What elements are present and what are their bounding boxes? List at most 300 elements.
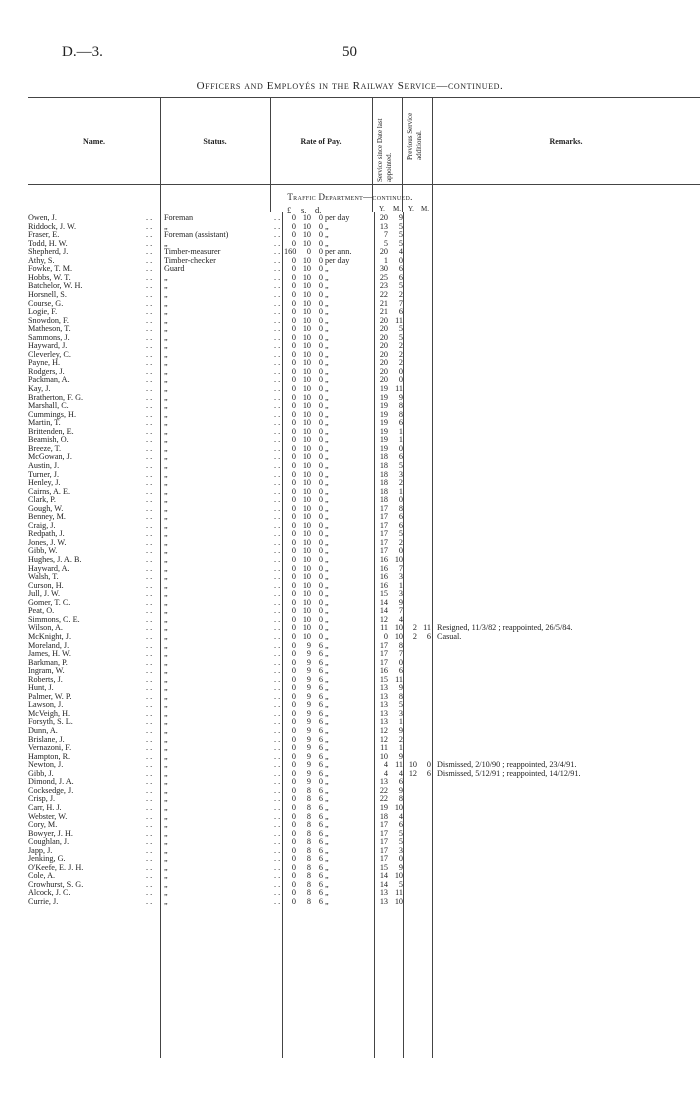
table-row (0, 402, 700, 411)
pay-pence: 0 (318, 255, 323, 265)
leader-dots: . . (274, 854, 281, 864)
pay-shillings: 8 (306, 897, 311, 906)
table-row (0, 761, 700, 770)
pay-shillings: 10 (302, 324, 311, 334)
column-header-status: Status. (203, 137, 227, 146)
table-row (0, 308, 700, 317)
service-years: 22 (379, 289, 388, 299)
leader-dots: . . (146, 811, 153, 821)
pay-pence: 0 (318, 777, 323, 787)
employee-name: Fowke, T. M. (28, 264, 73, 274)
leader-dots: . . (146, 435, 153, 445)
employee-status: „ (164, 631, 168, 641)
employee-status: Foreman (assistant) (164, 230, 229, 240)
pay-pounds: 0 (291, 307, 296, 317)
pay-period: „ (325, 802, 329, 812)
remarks: Dismissed, 2/10/90 ; reappointed, 23/4/91. (437, 760, 577, 770)
pay-period: „ (325, 862, 329, 872)
leader-dots: . . (146, 520, 153, 530)
leader-dots: . . (146, 366, 153, 376)
leader-dots: . . (146, 631, 153, 641)
pay-pence: 6 (318, 683, 323, 693)
pay-pence: 0 (318, 478, 323, 488)
employee-name: Riddock, J. W. (28, 221, 76, 231)
leader-dots: . . (146, 529, 153, 539)
service-years: 18 (379, 495, 388, 505)
pay-pence: 0 (318, 563, 323, 573)
pay-pounds: 0 (291, 768, 296, 778)
service-years: 15 (379, 862, 388, 872)
pay-period: „ (325, 341, 329, 351)
pay-pounds: 0 (291, 315, 296, 325)
pay-pounds: 0 (291, 631, 296, 641)
employee-status: „ (164, 871, 168, 881)
service-months: 7 (398, 563, 403, 573)
pay-shillings: 10 (302, 213, 311, 222)
pay-pounds: 0 (291, 341, 296, 351)
pay-pence: 6 (318, 649, 323, 659)
pay-shillings: 8 (306, 820, 311, 830)
service-months: 0 (398, 366, 403, 376)
pay-pounds: 0 (291, 726, 296, 735)
table-row (0, 667, 700, 676)
leader-dots: . . (146, 555, 153, 564)
leader-dots: . . (146, 597, 153, 607)
pay-period: „ (325, 683, 329, 693)
pay-shillings: 9 (306, 708, 311, 718)
service-months: 4 (398, 614, 403, 624)
leader-dots: . . (274, 495, 281, 505)
service-years: 17 (379, 640, 388, 650)
pay-pounds: 0 (291, 700, 296, 710)
pay-period: „ (325, 666, 329, 676)
table-row (0, 821, 700, 830)
unit-pence: d. (315, 205, 322, 215)
pay-period: „ (325, 811, 329, 821)
leader-dots: . . (146, 349, 153, 359)
leader-dots: . . (274, 341, 281, 351)
service-months: 3 (398, 845, 403, 855)
pay-shillings: 10 (302, 614, 311, 624)
employee-name: Beamish, O. (28, 435, 69, 445)
leader-dots: . . (274, 546, 281, 556)
table-row (0, 684, 700, 693)
leader-dots: . . (274, 717, 281, 727)
employee-name: Simmons, C. E. (28, 614, 80, 624)
pay-period: „ (325, 469, 329, 479)
pay-pounds: 0 (291, 281, 296, 291)
service-years: 20 (379, 375, 388, 385)
table-row (0, 590, 700, 599)
pay-pence: 0 (318, 315, 323, 325)
employee-status: „ (164, 683, 168, 693)
pay-period: „ (325, 734, 329, 744)
service-years: 19 (379, 384, 388, 393)
pay-pence: 0 (318, 281, 323, 291)
employee-name: Payne, H. (28, 358, 61, 368)
column-header-previous-service: Previous Service additional. (406, 112, 423, 160)
table-row (0, 813, 700, 822)
leader-dots: . . (274, 802, 281, 812)
service-months: 3 (398, 469, 403, 479)
pay-shillings: 10 (302, 281, 311, 291)
employee-status: „ (164, 529, 168, 539)
pay-shillings: 10 (302, 555, 311, 564)
pay-shillings: 9 (306, 751, 311, 761)
unit-years: Y. (379, 205, 385, 213)
service-months: 11 (395, 384, 403, 393)
pay-pence: 6 (318, 734, 323, 744)
pay-pounds: 0 (291, 469, 296, 479)
pay-shillings: 9 (306, 691, 311, 701)
pay-pounds: 0 (291, 452, 296, 462)
table-row (0, 471, 700, 480)
leader-dots: . . (146, 298, 153, 308)
employee-name: Newton, J. (28, 760, 64, 770)
leader-dots: . . (274, 862, 281, 872)
pay-pounds: 0 (291, 264, 296, 274)
employee-status: „ (164, 221, 168, 231)
leader-dots: . . (274, 751, 281, 761)
pay-period: „ (325, 503, 329, 513)
employee-name: Horsnell, S. (28, 289, 67, 299)
column-header-rate: Rate of Pay. (300, 137, 342, 146)
leader-dots: . . (274, 418, 281, 428)
pay-pounds: 0 (291, 794, 296, 804)
leader-dots: . . (274, 281, 281, 291)
employee-name: Martin, T. (28, 418, 61, 428)
employee-status: „ (164, 717, 168, 727)
pay-pence: 6 (318, 828, 323, 838)
table-row (0, 898, 700, 907)
pay-pounds: 0 (291, 666, 296, 676)
pay-pounds: 0 (291, 332, 296, 342)
table-row (0, 282, 700, 291)
pay-period: „ (325, 845, 329, 855)
pay-pounds: 0 (291, 486, 296, 496)
service-months: 9 (398, 785, 403, 795)
service-months: 6 (398, 777, 403, 787)
leader-dots: . . (274, 247, 281, 257)
employee-name: McGowan, J. (28, 452, 72, 462)
pay-period: „ (325, 837, 329, 847)
pay-period: „ (325, 879, 329, 889)
pay-pence: 0 (318, 580, 323, 590)
service-years: 18 (379, 452, 388, 462)
employee-name: Gomer, T. C. (28, 597, 71, 607)
pay-pounds: 0 (291, 460, 296, 470)
service-months: 0 (398, 854, 403, 864)
employee-status: „ (164, 375, 168, 385)
employee-status: „ (164, 478, 168, 488)
service-years: 20 (379, 213, 388, 222)
leader-dots: . . (274, 785, 281, 795)
table-row (0, 419, 700, 428)
pay-period: „ (325, 537, 329, 547)
pay-shillings: 10 (302, 452, 311, 462)
employee-name: Turner, J. (28, 469, 59, 479)
employee-status: „ (164, 281, 168, 291)
pay-pence: 0 (318, 520, 323, 530)
table-row (0, 881, 700, 890)
pay-period: „ (325, 597, 329, 607)
pay-pounds: 0 (291, 879, 296, 889)
pay-pounds: 0 (291, 888, 296, 898)
service-months: 2 (398, 289, 403, 299)
employee-status: „ (164, 409, 168, 419)
service-months: 6 (398, 520, 403, 530)
service-years: 20 (379, 349, 388, 359)
table-row (0, 710, 700, 719)
employee-status: „ (164, 657, 168, 667)
service-years: 19 (379, 802, 388, 812)
pay-shillings: 10 (302, 401, 311, 411)
pay-pence: 0 (318, 537, 323, 547)
employee-name: Barkman, P. (28, 657, 68, 667)
table-row (0, 513, 700, 522)
employee-name: Hampton, R. (28, 751, 71, 761)
service-years: 20 (379, 341, 388, 351)
pay-shillings: 10 (302, 272, 311, 282)
table-row (0, 547, 700, 556)
leader-dots: . . (146, 802, 153, 812)
pay-pounds: 0 (291, 734, 296, 744)
service-years: 13 (379, 221, 388, 231)
employee-status: „ (164, 897, 168, 906)
service-months: 5 (398, 324, 403, 334)
pay-pence: 0 (318, 486, 323, 496)
pay-pence: 0 (318, 623, 323, 633)
document-code: D.—3. (62, 44, 103, 60)
pay-pounds: 0 (291, 717, 296, 727)
pay-pence: 6 (318, 785, 323, 795)
employee-status: „ (164, 546, 168, 556)
leader-dots: . . (146, 871, 153, 881)
header-top-rule (28, 97, 700, 98)
pay-period: „ (325, 221, 329, 231)
pay-pence: 0 (318, 349, 323, 359)
service-months: 6 (398, 666, 403, 676)
leader-dots: . . (146, 888, 153, 898)
table-row (0, 693, 700, 702)
leader-dots: . . (146, 512, 153, 522)
pay-period: „ (325, 315, 329, 325)
pay-pounds: 0 (291, 495, 296, 505)
pay-period: „ (325, 435, 329, 445)
employee-status: „ (164, 520, 168, 530)
leader-dots: . . (146, 426, 153, 436)
pay-shillings: 8 (306, 879, 311, 889)
leader-dots: . . (146, 546, 153, 556)
pay-period: „ (325, 674, 329, 684)
employee-name: Walsh, T. (28, 572, 59, 582)
employee-status: „ (164, 503, 168, 513)
leader-dots: . . (274, 426, 281, 436)
leader-dots: . . (146, 341, 153, 351)
leader-dots: . . (146, 332, 153, 342)
pay-period: „ (325, 726, 329, 735)
leader-dots: . . (146, 238, 153, 248)
pay-pounds: 0 (291, 418, 296, 428)
service-months: 6 (398, 272, 403, 282)
service-years: 11 (380, 743, 388, 753)
leader-dots: . . (274, 555, 281, 564)
pay-period: „ (325, 324, 329, 334)
service-months: 6 (398, 820, 403, 830)
pay-shillings: 9 (306, 768, 311, 778)
leader-dots: . . (146, 495, 153, 505)
service-years: 14 (379, 871, 388, 881)
service-years: 12 (379, 734, 388, 744)
remarks: Dismissed, 5/12/91 ; reappointed, 14/12/91. (437, 768, 581, 778)
service-years: 10 (379, 751, 388, 761)
pay-pence: 0 (318, 512, 323, 522)
table-row (0, 462, 700, 471)
pay-pounds: 0 (291, 760, 296, 770)
pay-pounds: 0 (291, 802, 296, 812)
pay-pounds: 0 (291, 683, 296, 693)
pay-period: „ (325, 298, 329, 308)
leader-dots: . . (274, 657, 281, 667)
pay-period: „ (325, 307, 329, 317)
pay-shillings: 10 (302, 529, 311, 539)
service-months: 2 (398, 349, 403, 359)
pay-pence: 6 (318, 726, 323, 735)
leader-dots: . . (146, 708, 153, 718)
previous-years: 12 (408, 768, 417, 778)
pay-pounds: 0 (291, 649, 296, 659)
employee-name: Gibb, W. (28, 546, 58, 556)
service-months: 6 (398, 512, 403, 522)
service-years: 20 (379, 358, 388, 368)
service-years: 19 (379, 435, 388, 445)
pay-shillings: 10 (302, 418, 311, 428)
service-months: 9 (398, 726, 403, 735)
pay-shillings: 10 (302, 332, 311, 342)
employee-name: Redpath, J. (28, 529, 65, 539)
service-months: 5 (398, 529, 403, 539)
leader-dots: . . (146, 264, 153, 274)
pay-pounds: 0 (291, 871, 296, 881)
service-years: 4 (383, 768, 388, 778)
pay-pence: 6 (318, 674, 323, 684)
employee-name: Kay, J. (28, 384, 51, 393)
pay-shillings: 10 (302, 495, 311, 505)
service-months: 4 (398, 768, 403, 778)
pay-pence: 6 (318, 708, 323, 718)
pay-pounds: 0 (291, 623, 296, 633)
leader-dots: . . (274, 503, 281, 513)
pay-period: „ (325, 820, 329, 830)
pay-period: „ (325, 409, 329, 419)
pay-pence: 0 (318, 597, 323, 607)
service-months: 6 (398, 264, 403, 274)
service-months: 8 (398, 640, 403, 650)
employee-name: Curson, H. (28, 580, 64, 590)
column-header-service-since: Service since Date last appointed. (376, 118, 393, 182)
service-years: 18 (379, 478, 388, 488)
leader-dots: . . (146, 272, 153, 282)
employee-name: Hobbs, W. T. (28, 272, 71, 282)
table-row (0, 795, 700, 804)
pay-pence: 0 (318, 409, 323, 419)
pay-pence: 6 (318, 897, 323, 906)
pay-pence: 6 (318, 845, 323, 855)
pay-period: „ (325, 828, 329, 838)
table-row (0, 633, 700, 642)
pay-period: „ (325, 366, 329, 376)
pay-pence: 0 (318, 341, 323, 351)
leader-dots: . . (146, 623, 153, 633)
employee-name: Currie, J. (28, 897, 59, 906)
pay-pence: 6 (318, 794, 323, 804)
pay-pounds: 0 (291, 272, 296, 282)
pay-shillings: 10 (302, 606, 311, 616)
leader-dots: . . (274, 589, 281, 599)
table-row (0, 872, 700, 881)
pay-pounds: 0 (291, 691, 296, 701)
pay-pounds: 0 (291, 503, 296, 513)
service-months: 10 (394, 555, 403, 564)
leader-dots: . . (146, 213, 153, 222)
pay-shillings: 10 (302, 349, 311, 359)
service-years: 1 (383, 255, 388, 265)
table-row (0, 248, 700, 257)
table-row (0, 778, 700, 787)
service-months: 5 (398, 700, 403, 710)
pay-shillings: 10 (302, 478, 311, 488)
leader-dots: . . (146, 281, 153, 291)
service-years: 21 (379, 298, 388, 308)
pay-period: „ (325, 272, 329, 282)
leader-dots: . . (274, 486, 281, 496)
pay-pounds: 0 (291, 213, 296, 222)
pay-pounds: 0 (291, 401, 296, 411)
table-row (0, 659, 700, 668)
column-header-name: Name. (83, 137, 105, 146)
pay-period: „ (325, 751, 329, 761)
service-months: 11 (395, 674, 403, 684)
leader-dots: . . (146, 572, 153, 582)
pay-shillings: 10 (302, 315, 311, 325)
pay-shillings: 8 (306, 837, 311, 847)
pay-pounds: 0 (291, 435, 296, 445)
service-months: 10 (394, 631, 403, 641)
employee-status: „ (164, 845, 168, 855)
leader-dots: . . (274, 879, 281, 889)
employee-name: Course, G. (28, 298, 64, 308)
employee-status: „ (164, 272, 168, 282)
pay-pence: 0 (318, 213, 323, 222)
pay-pence: 0 (318, 452, 323, 462)
table-row (0, 650, 700, 659)
pay-shillings: 10 (302, 426, 311, 436)
table-row (0, 744, 700, 753)
pay-shillings: 9 (306, 640, 311, 650)
service-years: 17 (379, 512, 388, 522)
employee-name: Carr, H. J. (28, 802, 62, 812)
pay-shillings: 10 (302, 435, 311, 445)
pay-shillings: 10 (302, 264, 311, 274)
employee-name: Owen, J. (28, 213, 57, 222)
leader-dots: . . (146, 315, 153, 325)
employee-status: „ (164, 418, 168, 428)
service-years: 0 (383, 631, 388, 641)
pay-pounds: 0 (291, 512, 296, 522)
employee-status: „ (164, 366, 168, 376)
employee-status: „ (164, 854, 168, 864)
leader-dots: . . (274, 272, 281, 282)
